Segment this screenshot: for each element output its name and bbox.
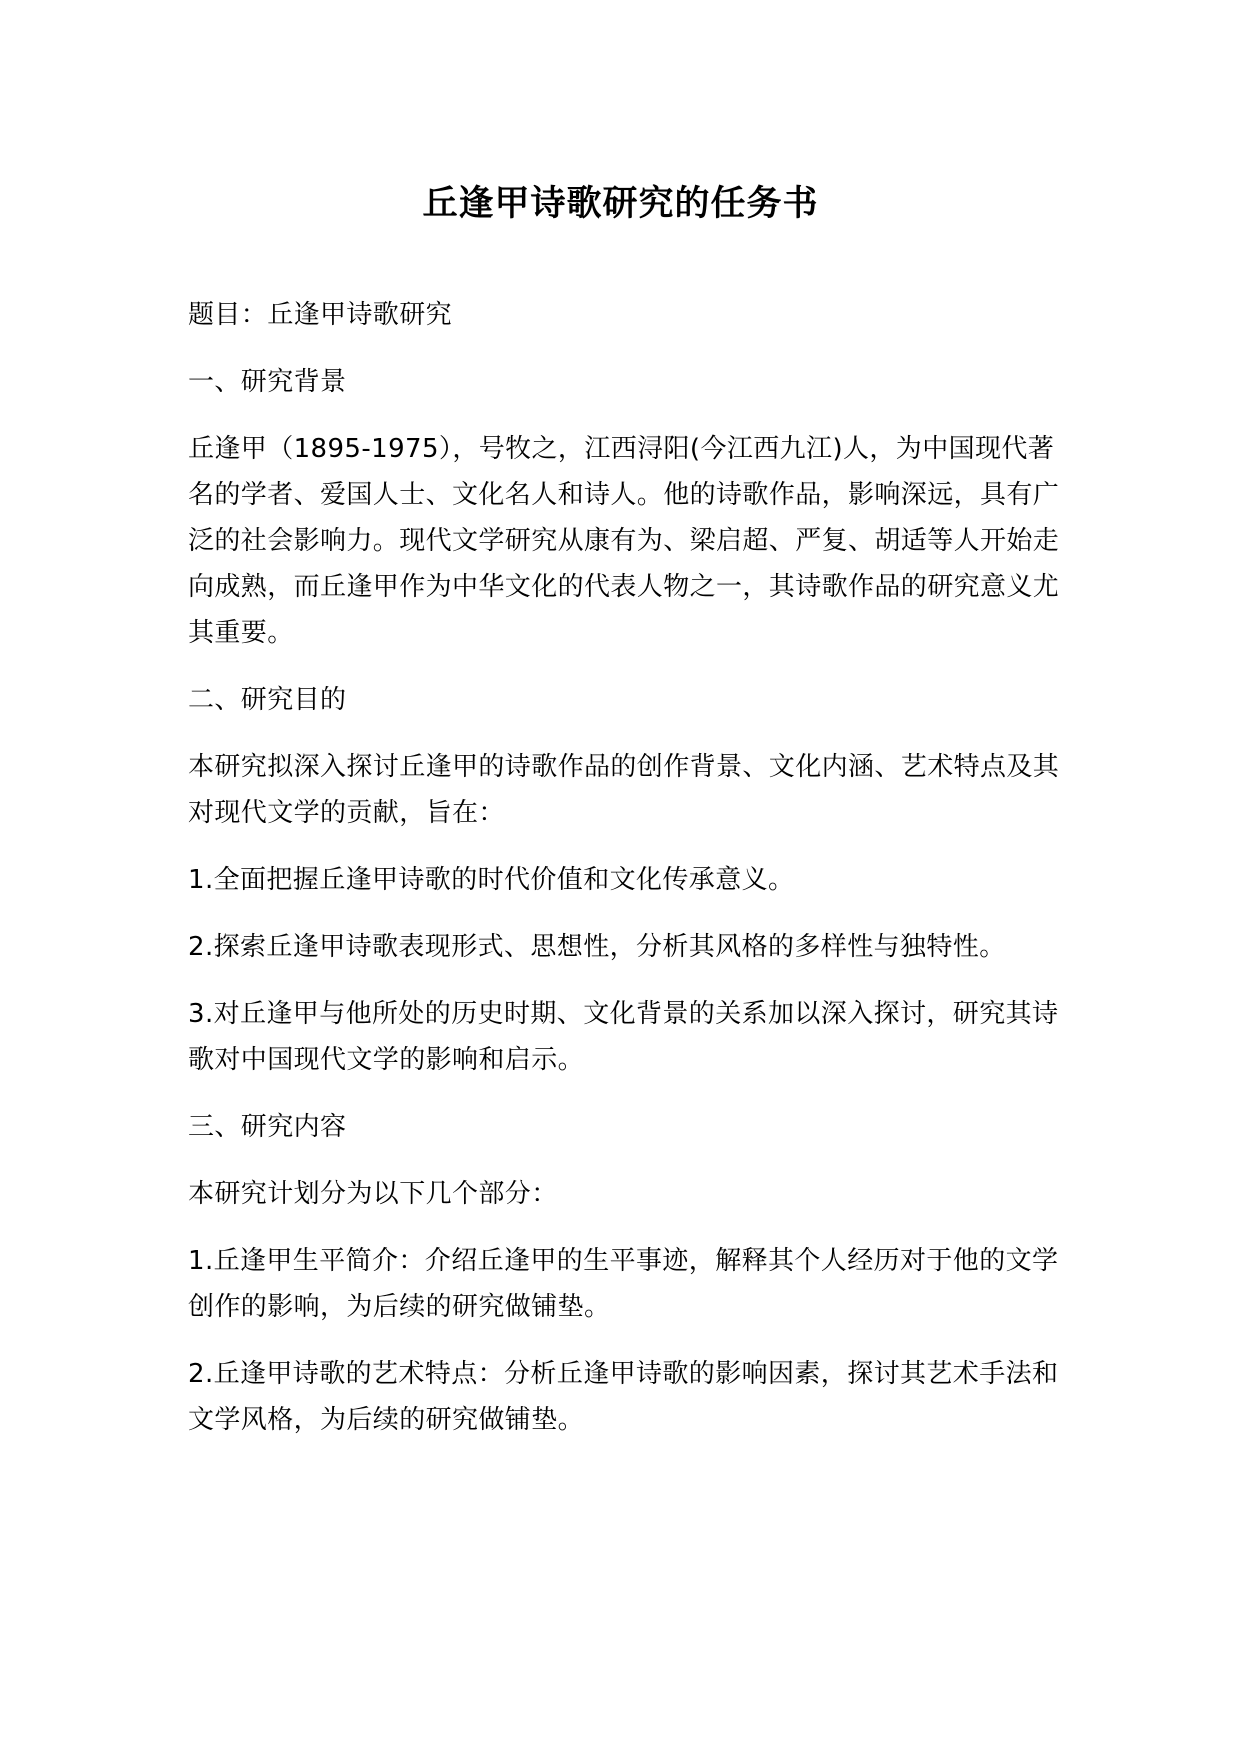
document-body [188,292,1068,1464]
purpose-item-1: 1.全面把握丘逢甲诗歌的时代价值和文化传承意义。 [188,865,795,895]
topic-line: 题目：丘逢甲诗歌研究 [188,300,453,330]
section-heading-background: 一、研究背景 [188,367,347,397]
purpose-item-3: 3.对丘逢甲与他所处的历史时期、文化背景的关系加以深入探讨，研究其诗歌对中国现代文学的影响和启示。 [188,999,1059,1075]
purpose-item-2: 2.探索丘逢甲诗歌表现形式、思想性，分析其风格的多样性与独特性。 [188,932,1006,962]
document-title: 丘逢甲诗歌研究的任务书 [422,184,819,224]
purpose-intro-paragraph: 本研究拟深入探讨丘逢甲的诗歌作品的创作背景、文化内涵、艺术特点及其对现代文学的贡献，旨在： [188,752,1060,828]
content-intro-paragraph: 本研究计划分为以下几个部分： [188,1179,558,1209]
section-heading-purpose: 二、研究目的 [188,685,347,715]
background-paragraph: 丘逢甲（1895-1975），号牧之，江西浔阳(今江西九江)人，为中国现代著名的学者、爱国人士、文化名人和诗人。他的诗歌作品，影响深远，具有广泛的社会影响力。现代文学研究从康有为、梁启超、严复、胡适等人开始走向成熟，而丘逢甲作为中华文化的代表人物之一，其诗歌作品的研究意义尤其重要。 [188,434,1060,648]
content-item-2: 2.丘逢甲诗歌的艺术特点：分析丘逢甲诗歌的影响因素，探讨其艺术手法和文学风格，为后续的研究做铺垫。 [188,1359,1059,1435]
content-item-1: 1.丘逢甲生平简介：介绍丘逢甲的生平事迹，解释其个人经历对于他的文学创作的影响，为后续的研究做铺垫。 [188,1246,1059,1322]
section-heading-content: 三、研究内容 [188,1112,347,1142]
